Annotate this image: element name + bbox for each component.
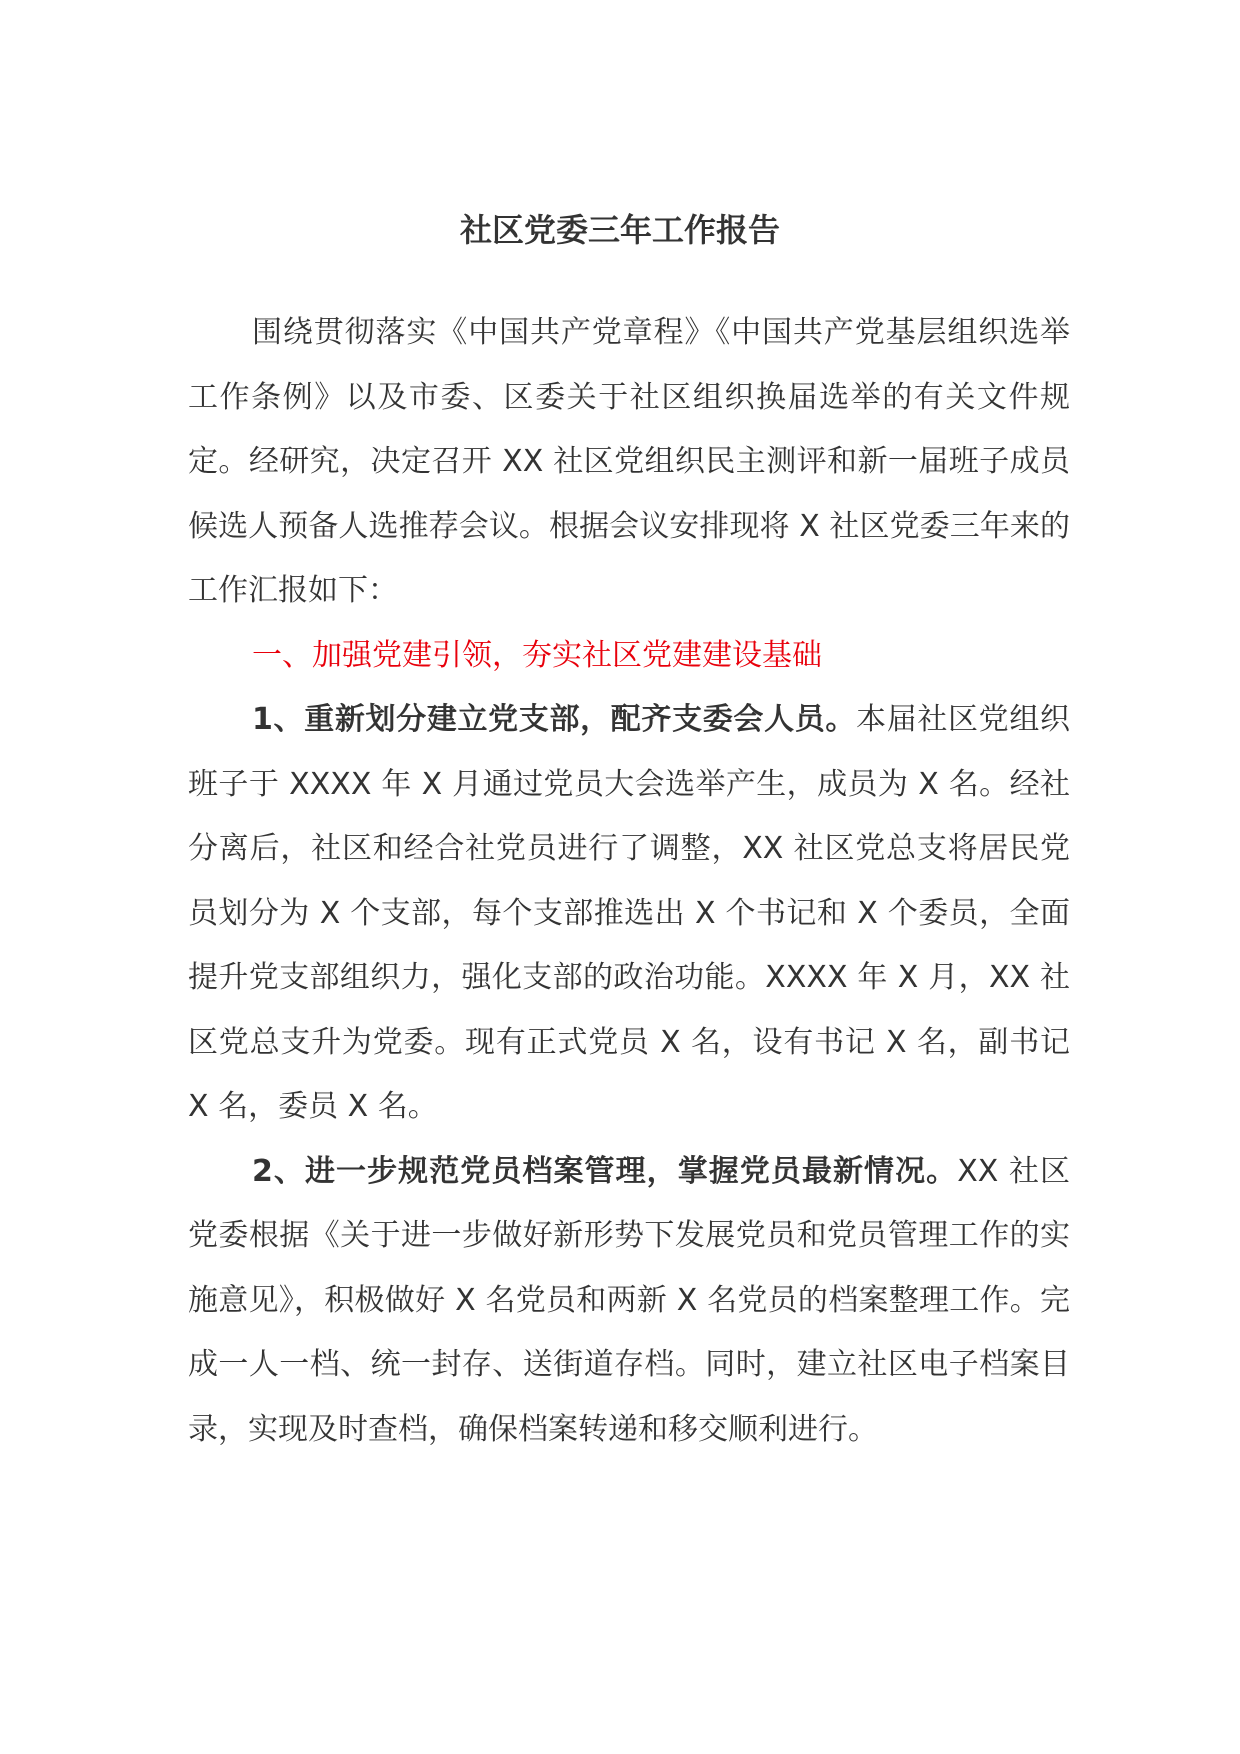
document-title: 社区党委三年工作报告 [459, 211, 780, 249]
item-lead-1: 1、重新划分建立党支部，配齐支委会人员。 [252, 702, 857, 737]
item-paragraph-1 [188, 688, 1070, 1140]
intro-paragraph: 围绕贯彻落实《中国共产党章程》《中国共产党基层组织选举工作条例》以及市委、区委关于社区组织换届选举的有关文件规定。经研究，决定召开 XX 社区党组织民主测评和新一届班子成员候选人预备人选推荐会议。根据会议安排现将 X 社区党委三年来的工作汇报如下： [188, 315, 1070, 608]
item-lead-2: 2、进一步规范党员档案管理，掌握党员最新情况。 [252, 1153, 958, 1189]
item-body-2: XX 社区党委根据《关于进一步做好新形势下发展党员和党员管理工作的实施意见》，积极做好 X 名党员和两新 X 名党员的档案整理工作。完成一人一档、统一封存、送街道存档。同时，建立社区电子档案目录，实现及时查档，确保档案转递和移交顺利进行。 [188, 1153, 1071, 1447]
document-body [188, 301, 1070, 1462]
item-paragraph-2 [188, 1140, 1070, 1463]
section-heading-1: 一、加强党建引领，夯实社区党建建设基础 [252, 637, 822, 673]
item-body-1: 本届社区党组织班子于 XXXX 年 X 月通过党员大会选举产生，成员为 X 名。经社分离后，社区和经合社党员进行了调整，XX 社区党总支将居民党员划分为 X 个支部，每个支部推选出 X 个书记和 X 个委员，全面提升党支部组织力，强化支部的政治功能。XXXX 年 X 月，XX 社区党总支升为党委。现有正式党员 X 名，设有书记 X 名，副书记 X 名，委员 X 名。 [188, 702, 1070, 1124]
